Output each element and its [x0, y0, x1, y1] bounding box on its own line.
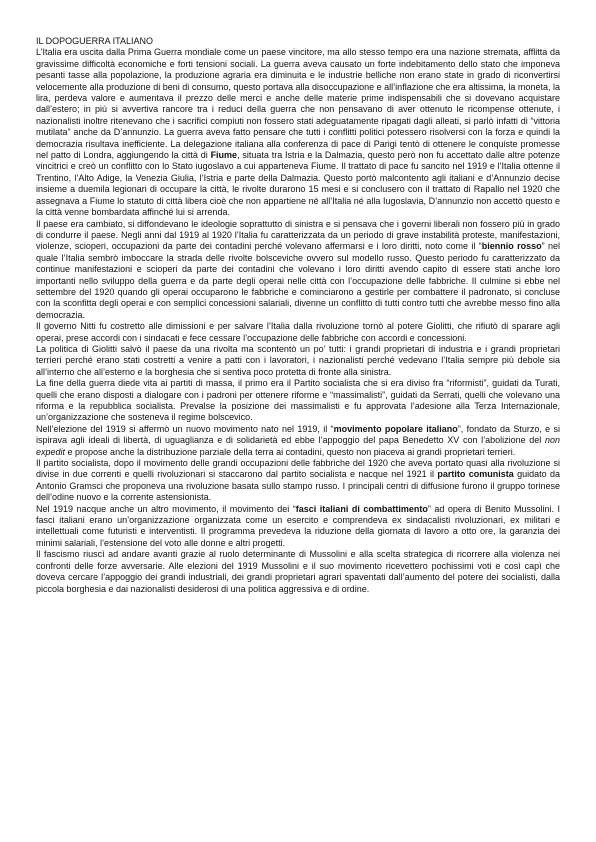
paragraph — [36, 344, 560, 378]
paragraph — [36, 458, 560, 504]
paragraph — [36, 219, 560, 322]
paragraph — [36, 47, 560, 218]
text-run: Il fascismo riuscì ad andare avanti grazie al ruolo determinante di Mussolini e alla scelta strategica di ricorrere alla violenza nei confronti delle forze avversarie. Alle elezioni del 1919 Mussolini e il suo movimento ricevettero pochissimi voti e così capì che doveva cercare l’appoggio dei grandi industriali, dei grandi proprietari agrari spaventati dall’aumento del potere dei socialisti, dalla piccola borghesia e dai nazionalisti desiderosi di una politica aggressiva e di ordine. — [36, 549, 560, 594]
text-run: Il partito socialista, dopo il movimento delle grandi occupazioni delle fabbriche del 1920 che aveva portato quasi alla rivoluzione si divise in due correnti e quelli rivoluzionari si staccarono dal partito socialista e nacque nel 1921 il — [36, 458, 560, 480]
paragraph — [36, 378, 560, 424]
text-run: , situata tra Istria e la Dalmazia, questo però non fu accettato dalle altre potenze vincitrici e creò un conflitto con lo Stato iugoslavo a cui apparteneva Fiume. Il trattato di pace fu sancito nel 1919 e l’Italia ottenne il Trentino, l’Alto Adige, la Venezia Giulia, l’Istria e parte della Dalmazia. Questo portò malcontento agli italiani e d’Annunzio decise insieme a duemila legionari di occupare la città, le rivolte durarono 15 mesi e si conclusero con il trattato di Rapallo nel 1920 che assegnava a Fiume lo statuto di città libera cioè che non appartiene né all’Italia né alla Iugoslavia, D’annunzio non accettò questo e la città venne bombardata affinché lui si arrenda. — [36, 150, 560, 218]
text-run: ” nel quale l’Italia sembrò imboccare la strada delle rivolte bolsceviche ovvero sul modello russo. Questo periodo fu caratterizzato da continue manifestazioni e scioperi da parte dei contadini che volevano i loro diritti avendo capito di essere stati anche loro importanti nello sviluppo della guerra e da parte degli operai nelle città con l’occupazione delle fabbriche. Il culmine si ebbe nel settembre del 1920 quando gli operai occuparono le fabbriche e cominciarono a gestirle per combattere il padronato, si concluse con la sconfitta degli operai e con semplici concessioni salariali, divenne un conflitto di tutti contro tutti che avrebbe messo fino alla democrazia. — [36, 241, 560, 320]
text-run: Il governo Nitti fu costretto alle dimissioni e per salvare l’Italia dalla rivoluzione tornò al potere Giolitti, che rifiutò di sparare agli operai, prese accordi con i sindacati e fece cessare l’occupazione delle fabbriche con accordi e concessioni. — [36, 321, 560, 343]
bold-term: movimento popolare italiano — [333, 423, 458, 434]
paragraph — [36, 504, 560, 550]
text-run: La politica di Giolitti salvò il paese da una rivolta ma scontentò un po’ tutti: i grandi proprietari di industria e i grandi proprietari terrieri perché erano stati costretti a venire a patti con i lavoratori, i nazionalisti perché vedevano l’Italia sempre più debole sia all’interno che all’esterno e la borghesia che si sentiva poco protetta di fronte alla sinistra. — [36, 343, 560, 377]
paragraph — [36, 321, 560, 344]
italic-term: non expedit — [36, 435, 560, 457]
text-run: e propose anche la distribuzione parziale della terra ai contadini, questo non piaceva ai grandi proprietari terrieri. — [65, 446, 516, 457]
text-run: L’Italia era uscita dalla Prima Guerra mondiale come un paese vincitore, ma allo stesso tempo era una nazione stremata, afflitta da gravissime difficoltà economiche e forti tensioni sociali. La guerra aveva causato un forte indebitamento dello stato che imponeva pesanti tasse alla popolazione, la produzione agraria era diminuita e le industrie belliche non erano state in grado di riconvertirsi velocemente alla produzione di beni di consumo, questo portava alla disoccupazione e all’inflazione che era altissima, la moneta, la lira, perdeva valore e aumentava il prezzo delle merci e anche delle materie prime indispensabili che si dovevano acquistare dall’estero; in più si avvertiva rancore tra i reduci della guerra che non pensavano di aver ottenuto le ricompense ottenute, i nazionalisti inoltre ritenevano che i sacrifici compiuti non fossero stati adeguatamente ripagati dagli alleati, si parlò infatti di “vittoria mutilata” anche da D’annunzio. La guerra aveva fatto pensare che tutti i conflitti politici potessero risolversi con la forza e quindi la democrazia risultava inefficiente. La delegazione italiana alla conferenza di pace di Parigi tentò di ottenere le conquiste promesse nel patto di Londra, aggiungendo la città di — [36, 47, 560, 161]
text-run: La fine della guerra diede vita ai partiti di massa, il primo era il Partito socialista che si era diviso fra “riformisti”, guidati da Turati, quelli che erano disposti a dialogare con i padroni per ottenere riforme e “massimalisti”, guidati da Serrati, quelli che volevano una riforma e la repubblica socialista. Prevalse la posizione dei massimalisti e fu approvata l’adesione alla Terza Internazionale, un’organizzazione che sosteneva il regime bolscevico. — [36, 378, 560, 423]
text-run: ” ad opera di Benito Mussolini. I fasci italiani erano un’organizzazione organizzata come un esercito e comprendeva ex sindacalisti rivoluzionari, ex militari e intellettuali come futuristi e interventisti. Il programma prevedeva la riduzione della giornata di lavoro a otto ore, la garanzia dei minimi salariali, l’estensione del voto alle donne e altri progetti. — [36, 503, 561, 548]
text-run: Il paese era cambiato, si diffondevano le ideologie soprattutto di sinistra e si pensava che i governi liberali non fossero più in grado di condurre il paese. Negli anni dal 1919 al 1920 l’Italia fu caratterizzata da un periodo di grave instabilità proteste, manifestazioni, violenze, scioperi, occupazioni da parte dei contadini perché volevano affermarsi e i loro diritti, noto come il “ — [36, 218, 560, 252]
paragraph — [36, 424, 560, 458]
text-run: Nell’elezione del 1919 si affermò un nuovo movimento nato nel 1919, il “ — [36, 423, 334, 434]
bold-term: Fiume — [210, 150, 238, 161]
bold-term: biennio rosso — [481, 241, 542, 252]
text-run: guidato da Antonio Gramsci che proponeva una rivoluzione basata sullo stampo russo. I principali centri di diffusione furono il gruppo torinese dell’odine nuovo e la corrente astensionista. — [36, 469, 560, 503]
bold-term: partito comunista — [437, 469, 514, 480]
text-run: ”, fondato da Sturzo, e si ispirava agli ideali di libertà, di uguaglianza e di solidarietà ed ebbe l’appoggio del papa Benedetto XV con l’abolizione del — [36, 423, 561, 446]
bold-term: fasci italiani di combattimento — [295, 503, 428, 514]
document-title: IL DOPOGUERRA ITALIANO — [36, 36, 154, 46]
document-body — [36, 47, 560, 595]
text-run: Nel 1919 nacque anche un altro movimento, il movimento dei “ — [36, 503, 296, 514]
paragraph — [36, 549, 560, 595]
